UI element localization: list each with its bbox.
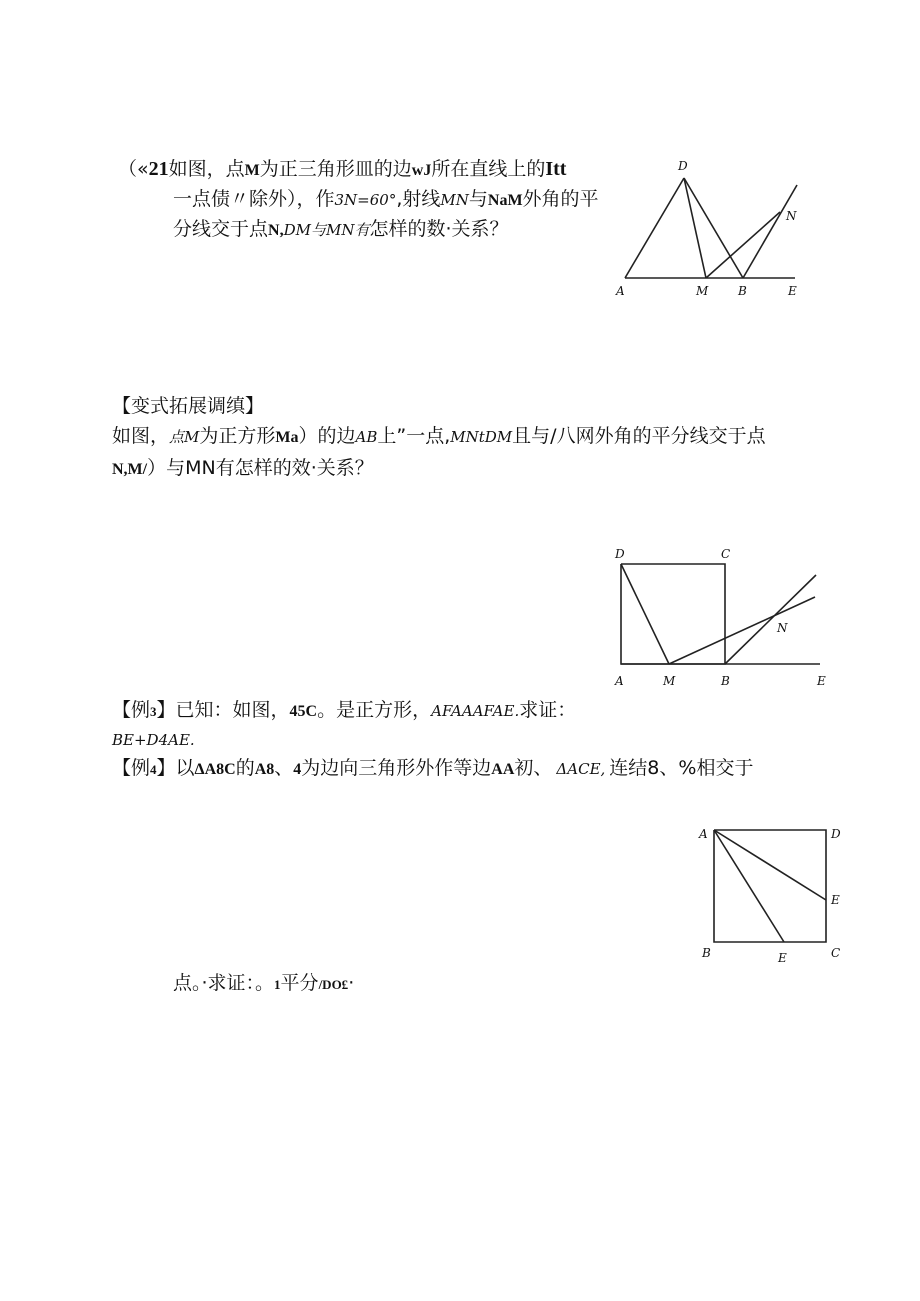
side-label: AB [355, 428, 378, 446]
number: 1 [274, 977, 281, 992]
label-A: A [616, 284, 625, 298]
example-number: 21 [148, 158, 169, 180]
text: 上”一点, [377, 425, 451, 447]
example3-line-2: BE+D4AE. [112, 731, 195, 749]
angle-expression: 3N=60° [334, 191, 397, 209]
text: 怎样的数·关系？ [369, 218, 509, 240]
point-label: N, [268, 222, 284, 239]
segment-label: MN [325, 221, 355, 239]
text: 连结8、%相交于 [609, 757, 754, 779]
text: 分线交于点 [173, 218, 269, 240]
ray-MN [669, 597, 815, 664]
text: ,射线 [396, 188, 441, 210]
segment-DM [684, 178, 706, 278]
square-label: Ma [275, 429, 299, 446]
segment-AD [625, 178, 684, 278]
bisector-line [743, 185, 797, 278]
text: 、 [274, 757, 294, 779]
text: ）与MN有怎样的效·关系？ [147, 457, 374, 479]
text: 有 [354, 221, 370, 239]
square-outline [621, 564, 725, 664]
example-label: 【例 [112, 699, 151, 721]
point-label: 点M [169, 428, 200, 446]
side-label: wJ [411, 162, 432, 179]
label-N: N [777, 621, 788, 635]
label-E: E [817, 674, 826, 688]
variant-line-2 [112, 455, 374, 483]
perpendicular-expression: MNtDM [450, 428, 513, 446]
text: 】 [156, 757, 176, 779]
example-number: 4 [150, 762, 157, 777]
example4-line-1 [112, 755, 753, 783]
text: 以 [175, 757, 195, 779]
label-M: M [663, 674, 676, 688]
segment-AE-right [714, 830, 826, 900]
triangle-label: ΔACE, [556, 760, 606, 778]
segment-DB [684, 178, 743, 278]
text: ）的边 [298, 425, 356, 447]
example2-line-1 [118, 156, 566, 184]
variant-line-1 [112, 423, 766, 451]
label-E: E [788, 284, 797, 298]
triangle-label: AA [491, 761, 515, 778]
text: 初、 [514, 757, 553, 779]
example-number: 3 [150, 704, 157, 719]
angle-label: /DO£ [318, 977, 349, 992]
label-B: B [721, 674, 730, 688]
point-label: N,M/ [112, 461, 148, 478]
label-A: A [699, 827, 708, 841]
example4-line-2 [173, 970, 354, 998]
ray-MN [706, 212, 780, 278]
text: 与 [468, 188, 488, 210]
ray-label: MN [440, 191, 469, 209]
label-M: M [696, 284, 709, 298]
text: 外角的平 [522, 188, 599, 210]
text: 已知：如图， [175, 699, 290, 721]
example3-line-1 [112, 697, 576, 725]
label-C: C [831, 946, 841, 960]
label-D: D [615, 547, 625, 561]
text: 为正三角形皿的边 [259, 158, 412, 180]
text: 】 [156, 699, 176, 721]
example2-line-3 [173, 216, 509, 244]
text: 。是正方形， [317, 699, 432, 721]
segment-DM [621, 564, 669, 664]
label-E-right: E [831, 893, 840, 907]
text: 与 [310, 221, 326, 239]
label-C: C [721, 547, 731, 561]
figure-square-bisector [605, 542, 835, 697]
example2-line-2 [173, 186, 599, 214]
text: 的 [235, 757, 255, 779]
figure-equilateral-triangle [600, 150, 820, 310]
figure-label: 45C [289, 703, 318, 720]
text: 求证： [519, 699, 577, 721]
text: 所在直线上的 [431, 158, 546, 180]
text: 一点债〃除外），作 [173, 188, 335, 210]
condition-expression: AFAAAFAE. [431, 702, 520, 720]
segment-AE-bottom [714, 830, 784, 942]
label-B: B [738, 284, 747, 298]
label-N: N [786, 209, 797, 223]
text: 如图， [112, 425, 170, 447]
label-D: D [678, 159, 688, 173]
text: （« [118, 158, 149, 180]
angle-label: NaM [487, 192, 523, 209]
variant-heading: 【变式拓展调缜】 [112, 395, 265, 417]
segment-label: DM [283, 221, 311, 239]
side-label: 4 [293, 761, 302, 778]
label-A: A [615, 674, 624, 688]
label-E-bottom: E [778, 951, 787, 965]
label-D: D [831, 827, 841, 841]
triangle-label: ΔA8C [194, 761, 236, 778]
square-outline [714, 830, 826, 942]
text: 为边向三角形外作等边 [301, 757, 492, 779]
example-label: 【例 [112, 757, 151, 779]
text: 平分 [280, 972, 319, 994]
point-label: M [244, 162, 260, 179]
text: 为正方形 [199, 425, 276, 447]
text: 且与/八网外角的平分线交于点 [512, 425, 766, 447]
side-label: A8 [254, 761, 275, 778]
text: · [348, 972, 355, 994]
bisector-line [725, 575, 816, 664]
text: 点。·求证：。 [173, 972, 275, 994]
garbled-label: Itt [545, 158, 567, 180]
figure-square-ABCD [694, 820, 854, 970]
label-B: B [702, 946, 711, 960]
text: 如图，点 [168, 158, 245, 180]
